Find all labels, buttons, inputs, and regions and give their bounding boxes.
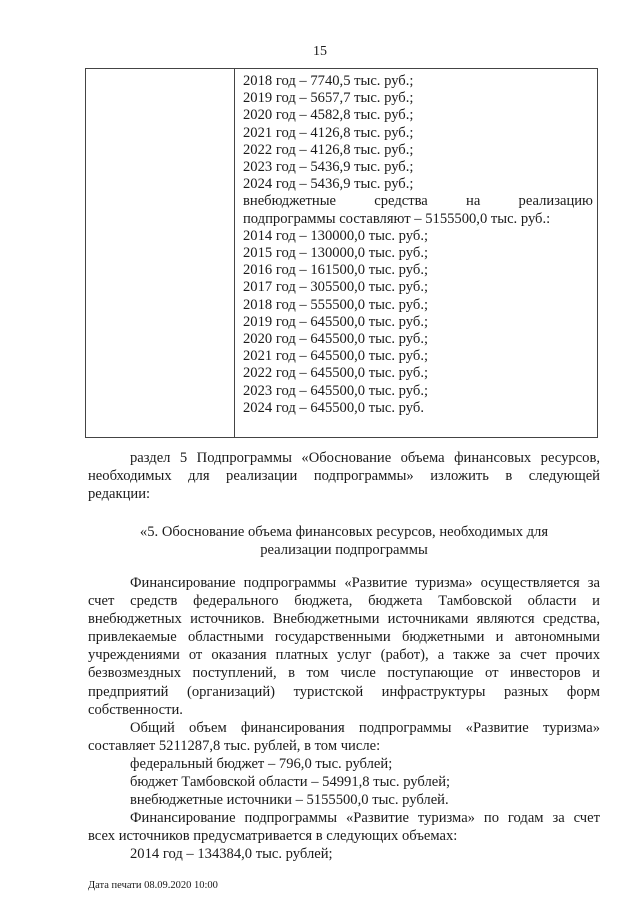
paragraph-line: внебюджетных источников. Внебюджетными источниками являются средства, xyxy=(88,611,600,628)
list-item: федеральный бюджет – 796,0 тыс. рублей; xyxy=(130,755,393,772)
table-right-cell xyxy=(243,73,593,417)
paragraph-line: счет средств федерального бюджета, бюджета Тамбовской области и xyxy=(88,593,600,610)
table-line: 2024 год – 5436,9 тыс. руб.; xyxy=(243,176,414,193)
table-line: 2020 год – 645500,0 тыс. руб.; xyxy=(243,331,429,348)
heading-line: «5. Обоснование объема финансовых ресурсов, необходимых для xyxy=(139,524,549,540)
list-item: бюджет Тамбовской области – 54991,8 тыс. рублей; xyxy=(130,774,451,791)
table-line: 2017 год – 305500,0 тыс. руб.; xyxy=(243,279,429,296)
word: средства xyxy=(374,193,428,210)
word: внебюджетные xyxy=(243,193,337,210)
word: реализацию xyxy=(518,193,593,210)
table-line: 2020 год – 4582,8 тыс. руб.; xyxy=(243,107,414,124)
table-line: 2022 год – 4126,8 тыс. руб.; xyxy=(243,141,414,158)
paragraph-line: предприятий (организаций) туристской инфраструктуры разных форм xyxy=(88,683,600,700)
table-line: 2024 год – 645500,0 тыс. руб. xyxy=(243,399,424,416)
table-line: 2022 год – 645500,0 тыс. руб.; xyxy=(243,365,429,382)
intro-line: необходимых для реализации подпрограммы» изложить в следующей xyxy=(88,467,600,484)
table-column-divider xyxy=(234,69,235,437)
table-line: 2023 год – 645500,0 тыс. руб.; xyxy=(243,382,429,399)
table-line: 2021 год – 4126,8 тыс. руб.; xyxy=(243,124,414,141)
funding-table xyxy=(85,68,598,438)
paragraph-line: учреждениями от оказания платных услуг (работ), а также за счет прочих xyxy=(88,647,600,664)
print-date: Дата печати 08.09.2020 10:00 xyxy=(88,880,218,891)
table-line: 2015 год – 130000,0 тыс. руб.; xyxy=(243,245,429,262)
table-line: 2021 год – 645500,0 тыс. руб.; xyxy=(243,348,429,365)
paragraph-line: составляет 5211287,8 тыс. рублей, в том числе: xyxy=(88,737,381,754)
paragraph-line: Общий объем финансирования подпрограммы «Развитие туризма» xyxy=(130,719,600,736)
table-line: 2023 год – 5436,9 тыс. руб.; xyxy=(243,159,414,176)
table-line: 2016 год – 161500,0 тыс. руб.; xyxy=(243,262,429,279)
intro-line: раздел 5 Подпрограммы «Обоснование объема финансовых ресурсов, xyxy=(130,450,600,466)
section-heading xyxy=(88,523,600,559)
section-intro xyxy=(88,450,600,503)
word: на xyxy=(466,193,481,210)
heading-line: реализации подпрограммы xyxy=(260,542,428,558)
table-line: 2019 год – 645500,0 тыс. руб.; xyxy=(243,313,429,330)
table-line: 2018 год – 7740,5 тыс. руб.; xyxy=(243,73,414,89)
paragraph-line: собственности. xyxy=(88,701,183,718)
paragraph-line: Финансирование подпрограммы «Развитие туризма» по годам за счет xyxy=(130,810,600,827)
paragraph-line: безвозмездных поступлений, в том числе поступающие от инвесторов и xyxy=(88,665,600,682)
table-line-justified xyxy=(243,193,593,210)
body-text xyxy=(88,574,600,864)
table-line: 2019 год – 5657,7 тыс. руб.; xyxy=(243,90,414,107)
list-item: внебюджетные источники – 5155500,0 тыс. рублей. xyxy=(130,792,449,809)
table-line: 2014 год – 130000,0 тыс. руб.; xyxy=(243,227,429,244)
table-line: 2018 год – 555500,0 тыс. руб.; xyxy=(243,296,429,313)
paragraph-line: всех источников предусматривается в следующих объемах: xyxy=(88,828,458,845)
table-line: подпрограммы составляют – 5155500,0 тыс. руб.: xyxy=(243,210,551,227)
page-number: 15 xyxy=(313,44,327,59)
intro-line: редакции: xyxy=(88,485,151,502)
paragraph-line: Финансирование подпрограммы «Развитие туризма» осуществляется за xyxy=(130,575,600,591)
paragraph-line: привлекаемые областными государственными бюджетными и автономными xyxy=(88,629,600,646)
paragraph-line: 2014 год – 134384,0 тыс. рублей; xyxy=(130,846,333,863)
